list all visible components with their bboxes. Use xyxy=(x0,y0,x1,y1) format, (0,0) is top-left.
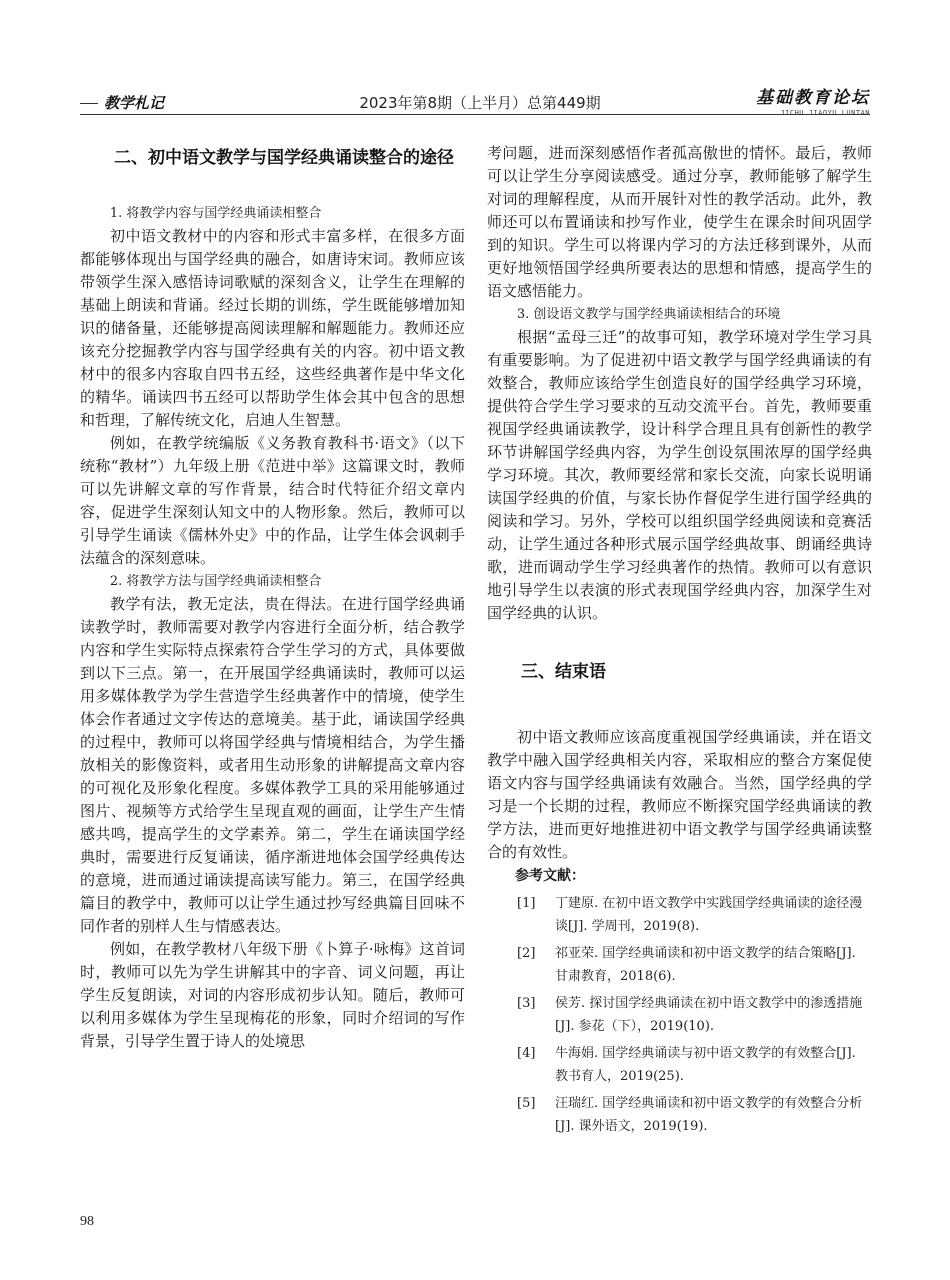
page-header xyxy=(80,88,870,122)
reference-item xyxy=(487,1042,872,1088)
subheading-3: 3. 创设语文教学与国学经典诵读相结合的环境 xyxy=(516,307,781,322)
header-rule xyxy=(80,114,870,115)
paragraph: 初中语文教师应该高度重视国学经典诵读，并在语文教学中融入国学经典相关内容，采取相应的整合方案促使语文内容与国学经典诵读有效融合。当然，国学经典的学习是一个长期的过程，教师应不断探究国学经典诵读的教学方法，进而更好地推进初中语文教学与国学经典诵读整合的有效性。 xyxy=(487,728,872,861)
paragraph-continued: 考问题，进而深刻感悟作者孤高傲世的情怀。最后，教师可以让学生分享阅读感受。通过分享，教师能够了解学生对词的理解程度，从而开展针对性的教学活动。此外，教师还可以布置诵读和抄写作业，使学生在课余时间巩固学到的知识。学生可以将课内学习的方法迁移到课外，从而更好地领悟国学经典所要表达的思想和情感，提高学生的语文感悟能力。 xyxy=(487,144,872,300)
references-label: 参考文献： xyxy=(515,868,585,884)
reference-text: 汪瑞红. 国学经典诵读和初中语文教学的有效整合分析[J]. 课外语文，2019(19). xyxy=(555,1096,863,1134)
reference-number: [1] xyxy=(517,896,536,911)
reference-item xyxy=(487,1092,872,1138)
reference-number: [3] xyxy=(517,996,536,1011)
page-number: 98 xyxy=(80,1214,94,1229)
left-column xyxy=(80,142,465,1053)
paragraph: 教学有法，教无定法，贵在得法。在进行国学经典诵读教学时，教师需要对教学内容进行全面分析，结合教学内容和学生实际特点探索符合学生学习的方式，具体要做到以下三点。第一，在开展国学经典诵读时，教师可以运用多媒体教学为学生营造学生经典著作中的情境，使学生体会作者通过文字传达的意境美。基于此，诵读国学经典的过程中，教师可以将国学经典与情境相结合，为学生播放相关的影像资料，或者用生动形象的讲解提高文章内容的可视化及形象化程度。多媒体教学工具的采用能够通过图片、视频等方式给学生呈现直观的画面，让学生产生情感共鸣，提高学生的文学素养。第二，学生在诵读国学经典时，需要进行反复诵读，循序渐进地体会国学经典传达的意境，进而通过诵读提高读写能力。第三，在国学经典篇目的教学中，教师可以让学生通过抄写经典篇目回味不同作者的别样人生与情感表达。 xyxy=(80,595,465,935)
right-column xyxy=(487,142,872,1138)
paragraph: 根据“孟母三迁”的故事可知，教学环境对学生学习具有重要影响。为了促进初中语文教学与国学经典诵读的有效整合，教师应该给学生创造良好的国学经典学习环境，提供符合学生学习要求的互动交流平台。首先，教师要重视国学经典诵读教学，设计科学合理且具有创新性的教学环节讲解国学经典内容，为学生创设氛围浓厚的国学经典学习环境。其次，教师要经常和家长交流，向家长说明诵读国学经典的价值，与家长协作督促学生进行国学经典的阅读和学习。另外，学校可以组织国学经典阅读和竞赛活动，让学生通过各种形式展示国学经典故事、朗诵经典诗歌，进而调动学生学习经典著作的热情。教师可以有意识地引导学生以表演的形式表现国学经典内容，加深学生对国学经典的认识。 xyxy=(487,328,872,622)
section-3-title: 三、结束语 xyxy=(521,662,606,682)
subheading-2: 2. 将教学方法与国学经典诵读相整合 xyxy=(109,574,322,589)
issue-info: 2023年第8期（上半月）总第449期 xyxy=(359,94,601,112)
column-label: 教学札记 xyxy=(80,92,164,113)
subheading-1: 1. 将教学内容与国学经典诵读相整合 xyxy=(109,206,322,221)
reference-text: 牛海娟. 国学经典诵读与初中语文教学的有效整合[J]. 教书育人，2019(25). xyxy=(555,1046,856,1084)
reference-text: 丁建原. 在初中语文教学中实践国学经典诵读的途径漫谈[J]. 学周刊，2019(8). xyxy=(555,896,863,934)
journal-pinyin: JICHU JIAOYU LUNTAN xyxy=(780,109,870,117)
paragraph: 例如，在教学统编版《义务教育教科书·语文》（以下统称“教材”）九年级上册《范进中举》这篇课文时，教师可以先讲解文章的写作背景，结合时代特征介绍文章内容，促进学生深刻认知文中的人物形象。然后，教师可以引导学生诵读《儒林外史》中的作品，让学生体会讽刺手法蕴含的深刻意味。 xyxy=(80,434,465,567)
reference-item xyxy=(487,942,872,988)
section-2-title: 二、初中语文教学与国学经典诵读整合的途径 xyxy=(114,148,454,168)
journal-title: 基础教育论坛 xyxy=(756,88,870,108)
paragraph: 例如，在教学教材八年级下册《卜算子·咏梅》这首词时，教师可以先为学生讲解其中的字音、词义问题，再让学生反复朗读，对词的内容形成初步认知。随后，教师可以利用多媒体为学生呈现梅花的形象，同时介绍词的写作背景，引导学生置于诗人的处境思 xyxy=(80,940,465,1050)
reference-text: 侯芳. 探讨国学经典诵读在初中语文教学中的渗透措施[J]. 参花（下），2019(10). xyxy=(555,996,863,1034)
reference-text: 祁亚荣. 国学经典诵读和初中语文教学的结合策略[J]. 甘肃教育，2018(6). xyxy=(555,946,856,984)
reference-number: [5] xyxy=(517,1096,536,1111)
reference-item xyxy=(487,892,872,938)
reference-item xyxy=(487,992,872,1038)
reference-number: [4] xyxy=(517,1046,536,1061)
paragraph: 初中语文教材中的内容和形式丰富多样，在很多方面都能够体现出与国学经典的融合，如唐诗宋词。教师应该带领学生深入感悟诗词歌赋的深刻含义，让学生在理解的基础上朗读和背诵。经过长期的训练，学生既能够增加知识的储备量，还能够提高阅读理解和解题能力。教师还应该充分挖掘教学内容与国学经典有关的内容。初中语文教材中的很多内容取自四书五经，这些经典著作是中华文化的精华。诵读四书五经可以帮助学生体会其中包含的思想和哲理，了解传统文化，启迪人生智慧。 xyxy=(80,227,465,429)
reference-number: [2] xyxy=(517,946,536,961)
